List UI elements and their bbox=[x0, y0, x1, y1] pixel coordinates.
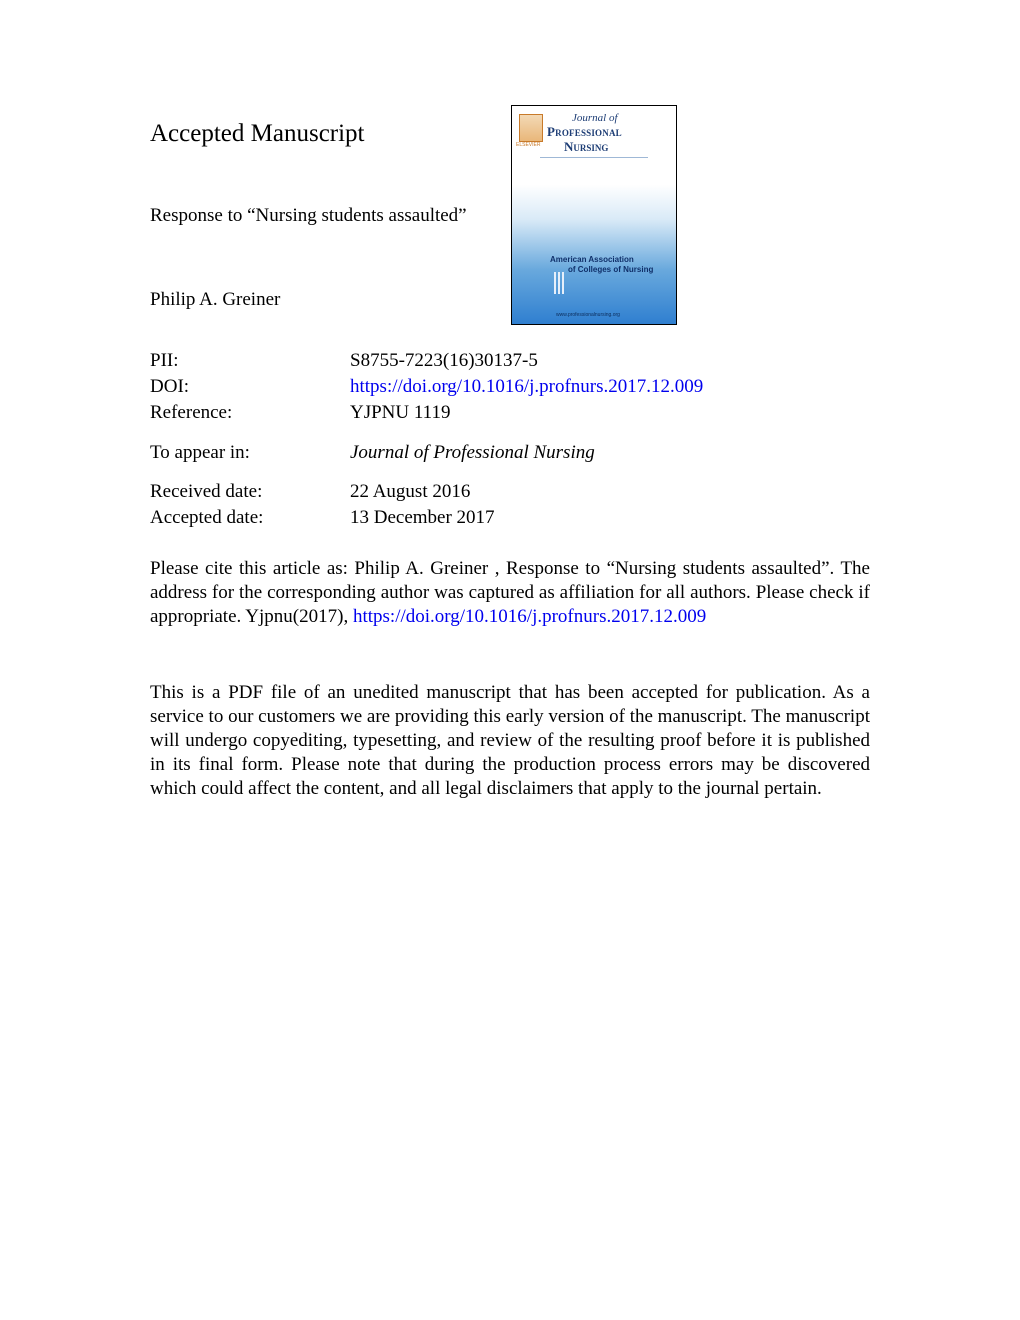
cover-divider bbox=[540, 157, 648, 158]
pii-label: PII: bbox=[150, 350, 179, 371]
doi-label: DOI: bbox=[150, 376, 190, 397]
citation-text: Please cite this article as: Philip A. Greiner , Response to “Nursing students assaulted”. The address for the corresponding author was captured as affiliation for all authors. Please check if appropriate. Yjpnu(2017), bbox=[150, 558, 870, 627]
article-title: Response to “Nursing students assaulted” bbox=[150, 205, 467, 226]
received-label: Received date: bbox=[150, 481, 263, 502]
reference-value: YJPNU 1119 bbox=[350, 402, 451, 423]
appear-label: To appear in: bbox=[150, 442, 250, 463]
pillar-icon bbox=[552, 266, 566, 294]
elsevier-logo-icon bbox=[519, 114, 543, 142]
citation-paragraph bbox=[150, 557, 870, 629]
disclaimer-paragraph: This is a PDF file of an unedited manuscript that has been accepted for publication. As a service to our customers we are providing this early version of the manuscript. The manuscript will undergo copyediting, typesetting, and review of the resulting proof before it is published in its final form. Please note that during the production process errors may be discovered which could affect the content, and all legal disclaimers that apply to the journal pertain. bbox=[150, 682, 870, 799]
accepted-value: 13 December 2017 bbox=[350, 507, 495, 528]
citation-doi-link[interactable]: https://doi.org/10.1016/j.profnurs.2017.12.009 bbox=[352, 606, 707, 627]
received-value: 22 August 2016 bbox=[350, 481, 471, 502]
pii-value: S8755-7223(16)30137-5 bbox=[350, 350, 538, 371]
page-heading: Accepted Manuscript bbox=[150, 120, 365, 147]
author-name: Philip A. Greiner bbox=[150, 289, 281, 310]
cover-association-line2: of Colleges of Nursing bbox=[568, 265, 654, 274]
appear-value: Journal of Professional Nursing bbox=[350, 442, 595, 463]
doi-link[interactable]: https://doi.org/10.1016/j.profnurs.2017.12.009 bbox=[350, 376, 704, 397]
cover-journal-line2: Professional bbox=[547, 124, 622, 139]
cover-journal-line3: Nursing bbox=[564, 139, 609, 154]
cover-association-line1: American Association bbox=[550, 255, 634, 264]
journal-cover-image bbox=[511, 105, 677, 325]
cover-url: www.professionalnursing.org bbox=[556, 312, 620, 318]
cover-journal-line1: Journal of bbox=[572, 112, 618, 124]
reference-label: Reference: bbox=[150, 402, 233, 423]
cover-publisher: ELSEVIER bbox=[516, 142, 541, 148]
accepted-label: Accepted date: bbox=[150, 507, 264, 528]
